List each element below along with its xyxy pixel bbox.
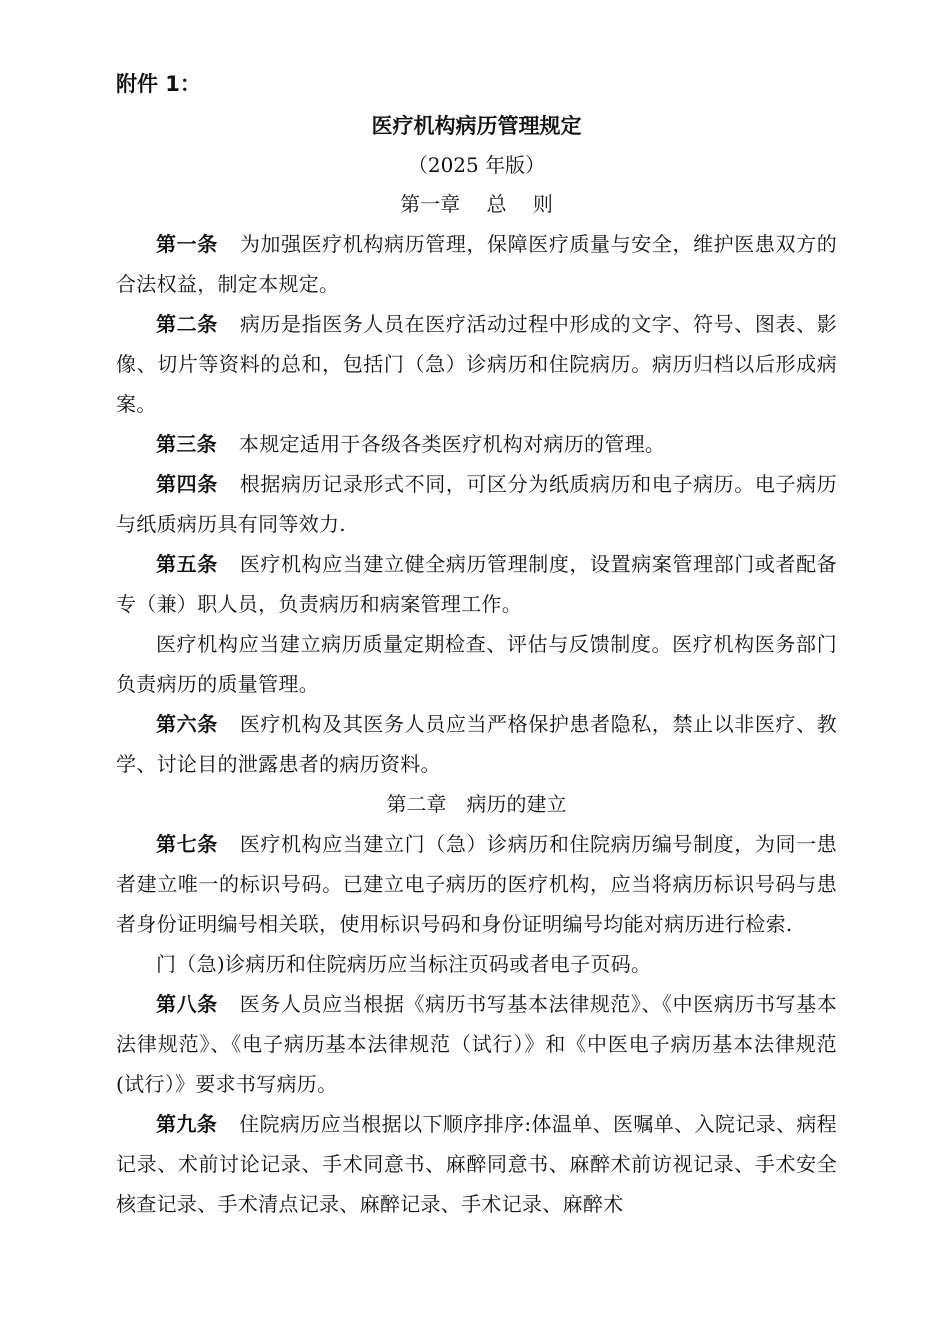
- edition-label: （2025 年版）: [407, 153, 546, 177]
- article-text: 为加强医疗机构病历管理，保障医疗质量与安全，维护医患双方的合法权益，制定本规定。: [116, 232, 837, 296]
- article-number: 第一条: [156, 232, 218, 256]
- article-text: 住院病历应当根据以下顺序排序:体温单、医嘱单、入院记录、病程记录、术前讨论记录、手术同意书、麻醉同意书、麻醉术前访视记录、手术安全核查记录、手术清点记录、麻醉记录、手术记录、麻醉术: [116, 1112, 837, 1216]
- body-paragraph: [116, 624, 837, 704]
- article-text: 病历是指医务人员在医疗活动过程中形成的文字、符号、图表、影像、切片等资料的总和，包括门（急）诊病历和住院病历。病历归档以后形成病案。: [116, 312, 837, 416]
- article-number: 第四条: [156, 472, 218, 496]
- body-paragraph: [116, 944, 837, 984]
- article-number: 第八条: [156, 992, 218, 1016]
- chapter-heading: 第二章 病历的建立: [386, 792, 567, 816]
- article-paragraph: [116, 304, 837, 424]
- article-text: 医务人员应当根据《病历书写基本法律规范》、《中医病历书写基本法律规范》、《电子病历基本法律规范（试行）》和《中医电子病历基本法律规范(试行）》要求书写病历。: [116, 992, 838, 1096]
- article-text: 医疗机构应当建立健全病历管理制度，设置病案管理部门或者配备专（兼）职人员，负责病历和病案管理工作。: [116, 552, 837, 616]
- article-paragraph: [116, 984, 837, 1104]
- article-number: 第三条: [156, 432, 217, 456]
- article-paragraph: [116, 544, 837, 624]
- article-number: 第九条: [156, 1112, 218, 1136]
- article-paragraph: [116, 704, 837, 784]
- article-text: 本规定适用于各级各类医疗机构对病历的管理。: [238, 432, 666, 456]
- article-paragraph: [116, 424, 837, 464]
- article-number: 第七条: [156, 832, 218, 856]
- attachment-label: 附件 1：: [116, 72, 201, 96]
- article-paragraph: [116, 824, 837, 944]
- article-paragraph: [116, 464, 837, 544]
- article-number: 第二条: [156, 312, 218, 336]
- article-text: 医疗机构及其医务人员应当严格保护患者隐私，禁止以非医疗、教学、讨论目的泄露患者的病历资料。: [116, 712, 837, 776]
- document-title: 医疗机构病历管理规定: [371, 114, 582, 138]
- paragraph-text: 医疗机构应当建立病历质量定期检查、评估与反馈制度。医疗机构医务部门负责病历的质量管理。: [116, 632, 837, 696]
- article-text: 医疗机构应当建立门（急）诊病历和住院病历编号制度，为同一患者建立唯一的标识号码。已建立电子病历的医疗机构，应当将病历标识号码与患者身份证明编号相关联，使用标识号码和身份证明编号均能对病历进行检索.: [116, 832, 837, 936]
- article-paragraph: [116, 224, 837, 304]
- article-number: 第六条: [156, 712, 218, 736]
- article-number: 第五条: [156, 552, 218, 576]
- chapter-heading: 第一章 总 则: [400, 192, 553, 216]
- paragraph-text: 门（急)诊病历和住院病历应当标注页码或者电子页码。: [156, 952, 652, 976]
- article-text: 根据病历记录形式不同，可区分为纸质病历和电子病历。电子病历与纸质病历具有同等效力.: [116, 472, 837, 536]
- article-paragraph: [116, 1104, 837, 1224]
